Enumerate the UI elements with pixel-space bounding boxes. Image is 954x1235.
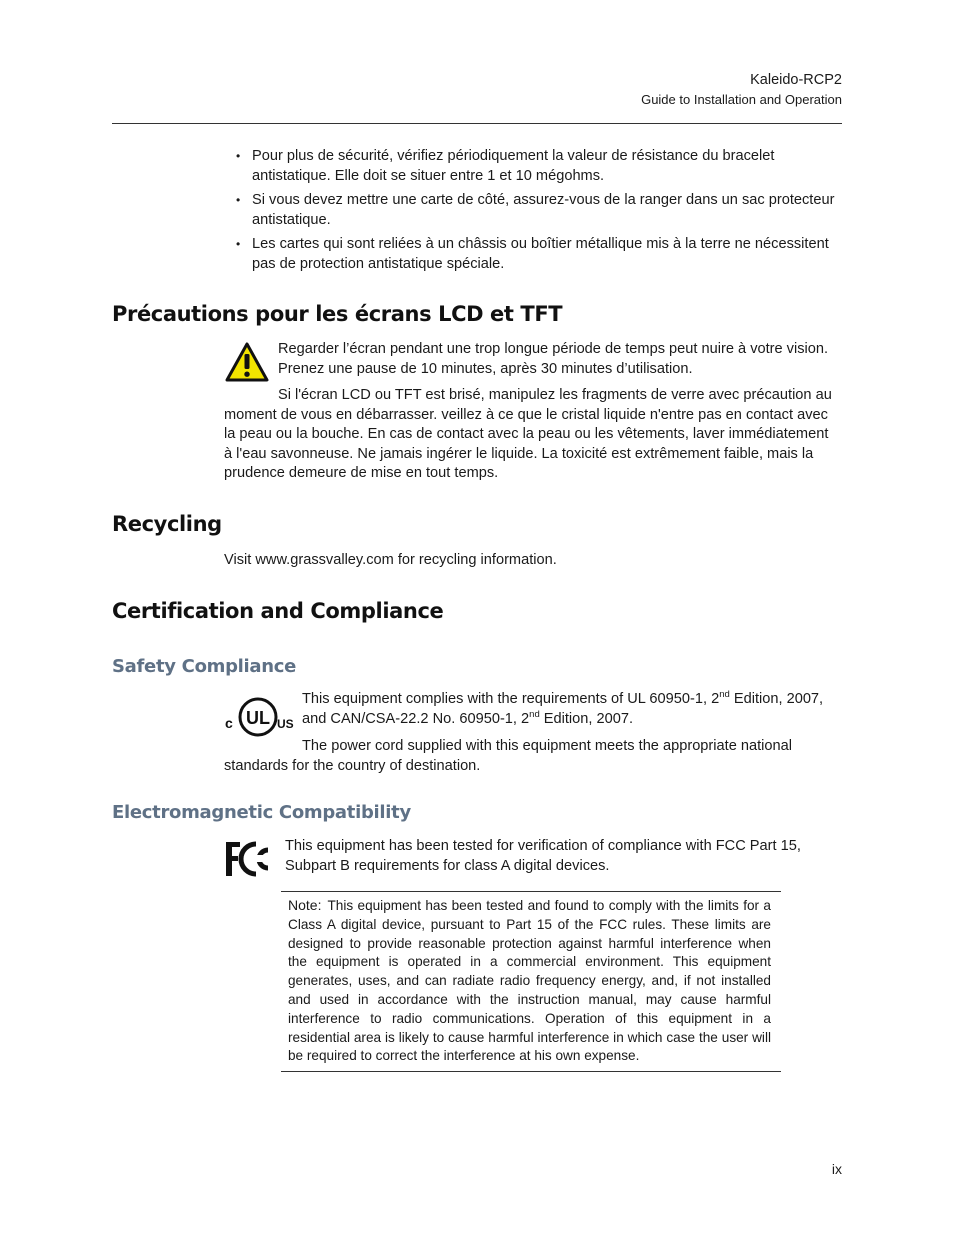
power-cord-paragraph: The power cord supplied with this equipment meets the appropriate national standards for the country of destination.	[224, 738, 792, 774]
emc-heading: Electromagnetic Compatibility	[112, 802, 411, 823]
emc-text: This equipment has been tested for verification of compliance with FCC Part 15, Subpart B requirements for class A digital devices.	[285, 838, 801, 874]
safety-text-part: This equipment complies with the requirements of UL 60950-1, 2	[302, 691, 720, 707]
certification-heading: Certification and Compliance	[112, 599, 444, 623]
ul-listed-logo	[224, 696, 294, 742]
fcc-note	[281, 896, 781, 1066]
page-number: ix	[831, 1161, 842, 1177]
safety-text-part: Edition, 2007.	[539, 710, 634, 727]
running-header-subtitle: Guide to Installation and Operation	[641, 92, 842, 107]
note-label: Note:	[288, 897, 322, 913]
safety-compliance-heading: Safety Compliance	[112, 656, 297, 677]
recycling-text: Visit www.grassvalley.com for recycling information.	[224, 552, 557, 568]
header-rule	[112, 123, 842, 124]
ul-logo-us: US	[277, 717, 294, 731]
running-header-title: Kaleido-RCP2	[750, 72, 842, 88]
list-item: • Pour plus de sécurité, vérifiez périodiquement la valeur de résistance du bracelet antistatique. Elle doit se situer entre 1 et 10 mégohms.	[236, 146, 836, 186]
safety-text	[302, 690, 842, 729]
warning-triangle-icon	[225, 341, 269, 387]
ul-logo-c: c	[225, 715, 233, 731]
antistatic-bullet-list	[236, 146, 836, 278]
lcd-paragraph: Si l'écran LCD ou TFT est brisé, manipulez les fragments de verre avec précaution au moment de vous en débarrasser. veillez à ce que le cristal liquide n'entre pas en contact avec la peau ou la bouche. En cas de contact avec la peau ou les vêtements, laver immédiatement à l'eau savonneuse. Ne jamais ingérer le liquide. La toxicité est extrêmement faible, mais la prudence demeure de mise en tout temps.	[224, 387, 832, 482]
list-item: • Les cartes qui sont reliées à un châssis ou boîtier métallique mis à la terre ne nécessitent pas de protection antistatique spéciale.	[236, 234, 836, 274]
ul-logo-mark: UL	[246, 708, 270, 728]
ordinal-suffix: nd	[719, 689, 730, 701]
list-item: • Si vous devez mettre une carte de côté, assurez-vous de la ranger dans un sac protecteur antistatique.	[236, 190, 836, 230]
lcd-warning-text: Regarder l’écran pendant une trop longue période de temps peut nuire à votre vision. Prenez une pause de 10 minutes, après 30 minutes d’utilisation.	[278, 341, 829, 377]
safety-text-part: Edition, 2007, and CAN/CSA-22.2 No. 60950-1, 2	[302, 691, 824, 727]
recycling-heading: Recycling	[112, 512, 222, 536]
lcd-heading: Précautions pour les écrans LCD et TFT	[112, 302, 563, 326]
fcc-logo	[224, 840, 276, 882]
ordinal-suffix: nd	[529, 708, 540, 720]
fcc-note-box	[281, 891, 781, 1072]
note-body: This equipment has been tested and found to comply with the limits for a Class A digital device, pursuant to Part 15 of the FCC rules. These limits are designed to provide reasonable protection against harmful interference when the equipment is operated in a commercial environment. This equipment generates, uses, and can radiate radio frequency energy, and, if not installed and used in accordance with the instruction manual, may cause harmful interference to radio communications. Operation of this equipment in a residential area is likely to cause harmful interference in which case the user will be required to correct the interference at his own expense.	[288, 898, 771, 1064]
